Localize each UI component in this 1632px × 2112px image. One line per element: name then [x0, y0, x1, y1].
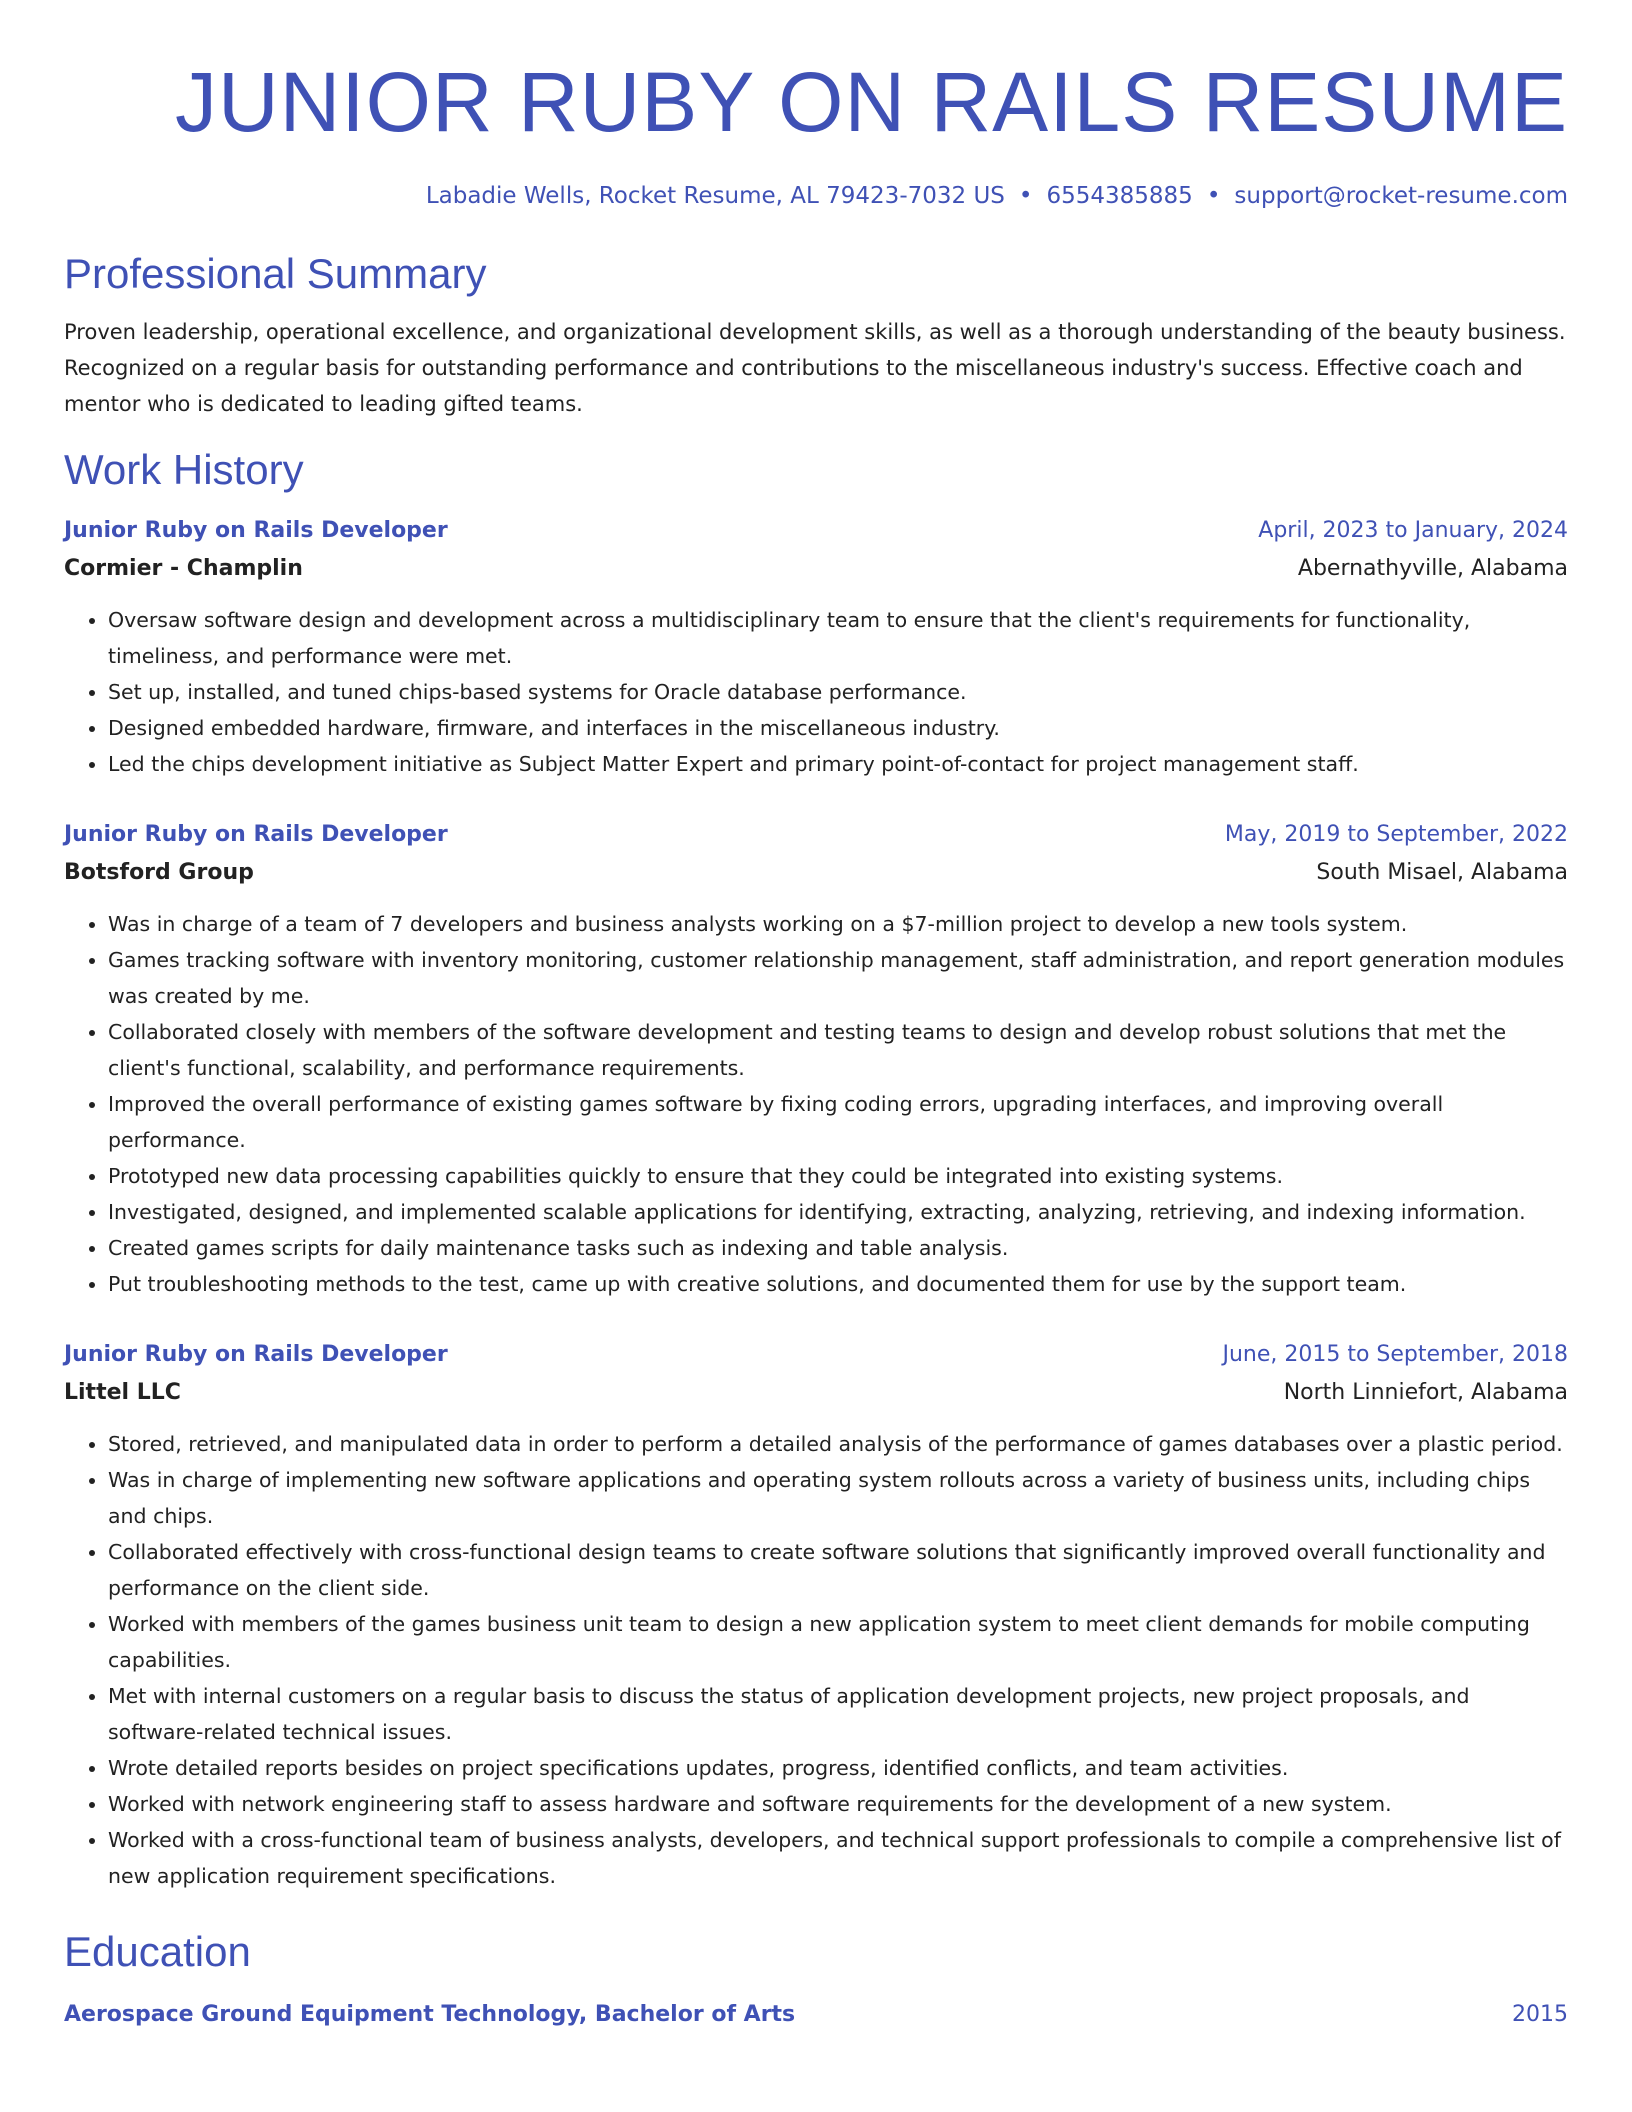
job-dates: June, 2015 to September, 2018: [1222, 1342, 1568, 1367]
contact-separator: •: [1018, 183, 1033, 209]
job-header-row: [64, 1336, 1568, 1374]
job-bullet: • Improved the overall performance of existing games software by fixing coding errors, upgrading interfaces, and improving overall performance.: [108, 1086, 1568, 1158]
summary-text: Proven leadership, operational excellence, and organizational development skills, as well as a thorough understanding of the beauty business. Recognized on a regular basis for outstanding performance and contributions to the miscellaneous industry's success. Effective coach and mentor who is dedicated to leading gifted teams.: [64, 320, 1566, 416]
job-company-row: [64, 1374, 1568, 1412]
job-company: Botsford Group: [64, 860, 254, 885]
job-location: North Linniefort, Alabama: [1283, 1380, 1568, 1405]
job-title: Junior Ruby on Rails Developer: [64, 1342, 448, 1367]
education-year: 2015: [1512, 2002, 1568, 2027]
contact-phone: 6554385885: [1046, 183, 1193, 209]
job-bullet: • Worked with members of the games business unit team to design a new application system to meet client demands for mobile computing capabilities.: [108, 1606, 1568, 1678]
job-title: Junior Ruby on Rails Developer: [64, 822, 448, 847]
job-company: Littel LLC: [64, 1380, 181, 1405]
summary-heading: Professional Summary: [64, 250, 487, 297]
contact-email: support@rocket-resume.com: [1234, 183, 1568, 209]
job-bullet: • Wrote detailed reports besides on project specifications updates, progress, identified conflicts, and team activities.: [108, 1750, 1568, 1786]
job-entry: [64, 816, 1568, 1302]
contact-address: Labadie Wells, Rocket Resume, AL 79423-7032 US: [425, 183, 1005, 209]
job-header-row: [64, 512, 1568, 550]
job-header-row: [64, 816, 1568, 854]
education-degree: Aerospace Ground Equipment Technology, Bachelor of Arts: [64, 2002, 796, 2027]
job-bullet: • Put troubleshooting methods to the test, came up with creative solutions, and documented them for use by the support team.: [108, 1266, 1568, 1302]
job-bullets: [64, 602, 1568, 782]
resume-title: JUNIOR RUBY ON RAILS RESUME: [174, 55, 1568, 149]
resume-page: [64, 0, 1568, 2034]
job-bullet: • Collaborated effectively with cross-functional design teams to create software solutions that significantly improved overall functionality and performance on the client side.: [108, 1534, 1568, 1606]
job-dates: April, 2023 to January, 2024: [1258, 518, 1568, 543]
job-bullet: • Worked with a cross-functional team of business analysts, developers, and technical support professionals to compile a comprehensive list of new application requirement specifications.: [108, 1822, 1568, 1894]
contact-line: [64, 180, 1568, 212]
job-location: South Misael, Alabama: [1316, 860, 1568, 885]
job-company: Cormier - Champlin: [64, 556, 303, 581]
job-bullet: • Was in charge of a team of 7 developers and business analysts working on a $7-million project to develop a new tools system.: [108, 906, 1568, 942]
job-bullet: • Investigated, designed, and implemented scalable applications for identifying, extracting, analyzing, retrieving, and indexing information.: [108, 1194, 1568, 1230]
job-location: Abernathyville, Alabama: [1297, 556, 1568, 581]
education-heading: Education: [64, 1928, 251, 1975]
job-bullet: • Was in charge of implementing new software applications and operating system rollouts across a variety of business units, including chips and chips.: [108, 1462, 1568, 1534]
job-bullet: • Created games scripts for daily maintenance tasks such as indexing and table analysis.: [108, 1230, 1568, 1266]
job-bullet: • Games tracking software with inventory monitoring, customer relationship management, staff administration, and report generation modules was created by me.: [108, 942, 1568, 1014]
job-entry: [64, 512, 1568, 782]
job-bullet: • Set up, installed, and tuned chips-based systems for Oracle database performance.: [108, 674, 1568, 710]
job-bullet: • Stored, retrieved, and manipulated data in order to perform a detailed analysis of the performance of games databases over a plastic period.: [108, 1426, 1568, 1462]
job-bullet: • Designed embedded hardware, firmware, and interfaces in the miscellaneous industry.: [108, 710, 1568, 746]
job-bullets: [64, 906, 1568, 1302]
job-bullet: • Led the chips development initiative as Subject Matter Expert and primary point-of-contact for project management staff.: [108, 746, 1568, 782]
job-bullet: • Oversaw software design and development across a multidisciplinary team to ensure that the client's requirements for functionality, timeliness, and performance were met.: [108, 602, 1568, 674]
education-entry: [64, 1996, 1568, 2034]
job-bullet: • Met with internal customers on a regular basis to discuss the status of application development projects, new project proposals, and software-related technical issues.: [108, 1678, 1568, 1750]
job-bullet: • Worked with network engineering staff to assess hardware and software requirements for the development of a new system.: [108, 1786, 1568, 1822]
job-company-row: [64, 550, 1568, 588]
job-title: Junior Ruby on Rails Developer: [64, 518, 448, 543]
job-company-row: [64, 854, 1568, 892]
job-entry: [64, 1336, 1568, 1894]
contact-separator: •: [1206, 183, 1221, 209]
job-dates: May, 2019 to September, 2022: [1224, 822, 1568, 847]
work-history-heading: Work History: [64, 446, 304, 493]
job-bullet: • Collaborated closely with members of the software development and testing teams to design and develop robust solutions that met the client's functional, scalability, and performance requirements.: [108, 1014, 1568, 1086]
job-bullets: [64, 1426, 1568, 1894]
job-bullet: • Prototyped new data processing capabilities quickly to ensure that they could be integrated into existing systems.: [108, 1158, 1568, 1194]
